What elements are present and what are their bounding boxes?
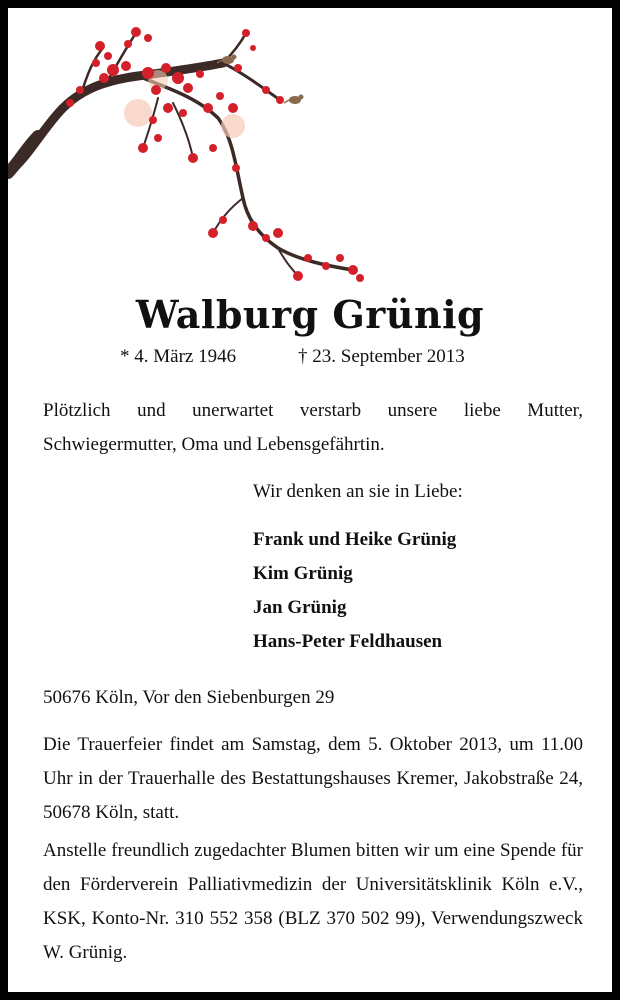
intro-text: Plötzlich und unerwartet verstarb unsere liebe Mutter, Schwiegermutter, Oma und Lebensgefährtin. [43, 400, 583, 455]
mourner-list [253, 523, 456, 659]
family-address: 50676 Köln, Vor den Siebenburgen 29 [43, 687, 335, 708]
donation-request: Anstelle freundlich zugedachter Blumen bitten wir um eine Spende für den Förderverein Palliativmedizin der Universitätsklinik Köln e.V., KSK, Konto-Nr. 310 552 358 (BLZ 370 502 99), Verwendungszweck W. Grünig. [43, 840, 583, 963]
plum-blossom-branch-icon [8, 8, 388, 298]
mourner-name: Jan Grünig [253, 597, 347, 618]
bird-icon [284, 95, 304, 105]
birth-date: * 4. März 1946 [120, 346, 237, 367]
service-details: Die Trauerfeier findet am Samstag, dem 5. Oktober 2013, um 11.00 Uhr in der Trauerhalle des Bestattungshauses Kremer, Jakobstraße 24, 50678 Köln, statt. [43, 734, 583, 823]
mourner-name: Hans-Peter Feldhausen [253, 631, 443, 652]
closing-line: Wir denken an sie in Liebe: [253, 481, 463, 502]
mourner-name: Kim Grünig [253, 563, 353, 584]
obituary-notice [8, 8, 612, 992]
death-date: † 23. September 2013 [298, 346, 465, 367]
deceased-name: Walburg Grünig [135, 292, 485, 337]
life-dates [8, 346, 612, 372]
mourner-name: Frank und Heike Grünig [253, 529, 457, 550]
